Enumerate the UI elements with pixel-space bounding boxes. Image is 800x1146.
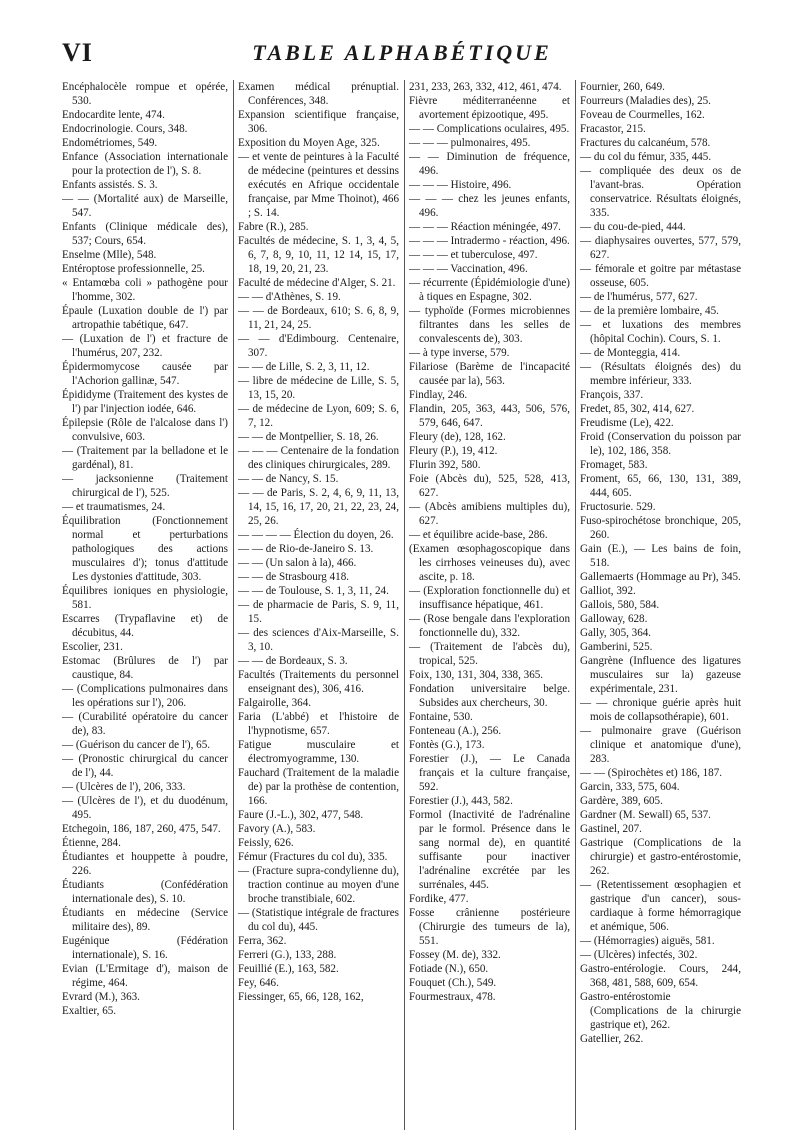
index-entry: Fordike, 477.: [409, 893, 469, 905]
index-entry: Étudiantes et houppette à poudre, 226.: [62, 851, 228, 877]
index-entry: Flandin, 205, 363, 443, 506, 576, 579, 646, 647.: [409, 403, 570, 429]
index-entry: Evrard (M.), 363.: [62, 991, 140, 1003]
index-entry: — — d'Athènes, S. 19.: [238, 291, 341, 303]
index-entry: — de Monteggia, 414.: [580, 347, 681, 359]
index-entry: Fracastor, 215.: [580, 123, 646, 135]
index-entry: — et vente de peintures à la Faculté de médecine (peintures et dessins exécutés en Afrique occidentale française, par Mme Thoinot), 466 ; S. 14.: [238, 151, 399, 219]
index-entry: Foveau de Courmelles, 162.: [580, 109, 705, 121]
index-entry: Gastrique (Complications de la chirurgie) et gastro-entérostomie, 262.: [580, 837, 741, 877]
index-entry: Forestier (J.), — Le Canada français et la culture française, 592.: [409, 753, 570, 793]
index-entry: Fabre (R.), 285.: [238, 221, 309, 233]
index-entry: Ferra, 362.: [238, 935, 287, 947]
index-entry: Endométriomes, 549.: [62, 137, 158, 149]
index-entry: Eugénique (Fédération internationale), S. 16.: [62, 935, 228, 961]
index-entry: — typhoïde (Formes microbiennes filtrantes dans les selles de convalescents de), 303.: [409, 305, 570, 345]
index-entry: — (Retentissement œsophagien et gastrique d'un cancer), sous-cardiaque à forme hémorragique et anémique, 506.: [580, 879, 741, 933]
running-title: TABLE ALPHABÉTIQUE: [252, 40, 552, 65]
index-entry: — libre de médecine de Lille, S. 5, 13, 15, 20.: [238, 375, 399, 401]
index-entry: Fey, 646.: [238, 977, 279, 989]
index-entry: Gangrène (Influence des ligatures musculaires sur la) gazeuse expérimentale, 231.: [580, 655, 741, 695]
index-entry: Froment, 65, 66, 130, 131, 389, 444, 605.: [580, 473, 741, 499]
index-entry: François, 337.: [580, 389, 644, 401]
index-entry: Fotiade (N.), 650.: [409, 963, 489, 975]
index-entry: — — chronique guérie après huit mois de collapsothérapie), 601.: [580, 697, 741, 723]
index-entry: — — de Nancy, S. 15.: [238, 473, 339, 485]
index-entry: Fourreurs (Maladies des), 25.: [580, 95, 711, 107]
index-entry: Fromaget, 583.: [580, 459, 648, 471]
index-entry: Expansion scientifique française, 306.: [238, 109, 399, 135]
index-entry: Flurin 392, 580.: [409, 459, 481, 471]
index-entry: Équilibration (Fonctionnement normal et perturbations pathologiques des actions musculaires d'); tonus d'attitude Les dystonies d'attitude, 303.: [62, 515, 228, 583]
index-entry: — du col du fémur, 335, 445.: [580, 151, 712, 163]
index-entry: Exaltier, 65.: [62, 1005, 117, 1017]
index-entry: — — d'Edimbourg. Centenaire, 307.: [238, 333, 399, 359]
index-entry: — fémorale et goitre par métastase osseuse, 605.: [580, 263, 741, 289]
page-number: VI: [62, 38, 93, 67]
index-entry: — (Statistique intégrale de fractures du col du), 445.: [238, 907, 399, 933]
index-entry: (Examen œsophagoscopique dans les cirrhoses veineuses du), avec ascite, p. 18.: [409, 543, 570, 583]
index-entry: Favory (A.), 583.: [238, 823, 316, 835]
index-entry: Enselme (Mlle), 548.: [62, 249, 157, 261]
index-entry: — diaphysaires ouvertes, 577, 579, 627.: [580, 235, 741, 261]
index-entry: — récurrente (Épidémiologie d'une) à tiques en Espagne, 302.: [409, 277, 570, 303]
index-entry: Gally, 305, 364.: [580, 627, 652, 639]
index-entry: Fractures du calcanéum, 578.: [580, 137, 711, 149]
index-entry: Fournier, 260, 649.: [580, 81, 665, 93]
index-entry: Épididyme (Traitement des kystes de l') par l'injection iodée, 646.: [62, 389, 228, 415]
index-entry: Exposition du Moyen Age, 325.: [238, 137, 380, 149]
index-entry: Examen médical prénuptial. Conférences, 348.: [238, 81, 399, 107]
index-entry: Épaule (Luxation double de l') par artropathie tabétique, 647.: [62, 305, 228, 331]
index-entry: — et luxations des membres (hôpital Cochin). Cours, S. 1.: [580, 319, 741, 345]
index-entry: Fémur (Fractures du col du), 335.: [238, 851, 388, 863]
index-entry: Fossey (M. de), 332.: [409, 949, 501, 961]
index-entry: Faria (L'abbé) et l'histoire de l'hypnotisme, 657.: [238, 711, 399, 737]
index-entry: — — Complications oculaires, 495.: [409, 123, 570, 135]
index-entry: Fuso-spirochétose bronchique, 205, 260.: [580, 515, 741, 541]
index-entry: — (Traitement par la belladone et le gardénal), 81.: [62, 445, 228, 471]
index-entry: Gatellier, 262.: [580, 1033, 644, 1045]
index-entry: Foie (Abcès du), 525, 528, 413, 627.: [409, 473, 570, 499]
index-entry: Galloway, 628.: [580, 613, 648, 625]
index-entry: — — (Spirochètes et) 186, 187.: [580, 767, 723, 779]
index-entry: — — Diminution de fréquence, 496.: [409, 151, 570, 177]
index-entry: Froid (Conservation du poisson par le), 102, 186, 358.: [580, 431, 741, 457]
index-entry: — — — et tuberculose, 497.: [409, 249, 538, 261]
index-entry: Forestier (J.), 443, 582.: [409, 795, 513, 807]
index-entry: Fredet, 85, 302, 414, 627.: [580, 403, 695, 415]
index-entry: — — de Bordeaux, 610; S. 6, 8, 9, 11, 21, 24, 25.: [238, 305, 399, 331]
index-entry: — — — Réaction méningée, 497.: [409, 221, 561, 233]
index-entry: — à type inverse, 579.: [409, 347, 510, 359]
index-entry: Fructosurie. 529.: [580, 501, 656, 513]
index-entry: — de pharmacie de Paris, S. 9, 11, 15.: [238, 599, 399, 625]
index-entry: Équilibres ioniques en physiologie, 581.: [62, 585, 228, 611]
index-entry: — (Complications pulmonaires dans les opérations sur l'), 206.: [62, 683, 228, 709]
index-entry: Endocrinologie. Cours, 348.: [62, 123, 188, 135]
index-columns: [62, 80, 746, 1130]
page-header: [62, 38, 742, 78]
index-entry: — (Ulcères) infectés, 302.: [580, 949, 698, 961]
index-entry: Freudisme (Le), 422.: [580, 417, 674, 429]
index-entry: — (Curabilité opératoire du cancer de), 83.: [62, 711, 228, 737]
index-entry: Encéphalocèle rompue et opérée, 530.: [62, 81, 228, 107]
index-entry: — — de Montpellier, S. 18, 26.: [238, 431, 379, 443]
index-entry: — compliquée des deux os de l'avant-bras. Opération conservatrice. Résultats éloignés, 335.: [580, 165, 741, 219]
index-entry: — — de Bordeaux, S. 3.: [238, 655, 348, 667]
index-entry: — des sciences d'Aix-Marseille, S. 3, 10.: [238, 627, 399, 653]
index-entry: Formol (Inactivité de l'adrénaline par le formol. Présence dans le sang normal de), en quantité suffisante pour inactiver l'adrénaline excrétée par les surrénales, 445.: [409, 809, 570, 891]
index-entry: « Entamœba coli » pathogène pour l'homme, 302.: [62, 277, 228, 303]
index-entry: Fauchard (Traitement de la maladie de) par la prothèse de contention, 166.: [238, 767, 399, 807]
index-entry: — (Luxation de l') et fracture de l'humérus, 207, 232.: [62, 333, 228, 359]
index-entry: Fleury (de), 128, 162.: [409, 431, 506, 443]
index-entry: — (Fracture supra-condylienne du), traction continue au moyen d'une broche transtibiale, 602.: [238, 865, 399, 905]
index-entry: — (Résultats éloignés des) du membre inférieur, 333.: [580, 361, 741, 387]
index-entry: — pulmonaire grave (Guérison clinique et anatomique d'une), 283.: [580, 725, 741, 765]
index-entry: Gallemaerts (Hommage au Pr), 345.: [580, 571, 741, 583]
index-entry: Gallois, 580, 584.: [580, 599, 660, 611]
index-entry: Evian (L'Ermitage d'), maison de régime, 464.: [62, 963, 228, 989]
index-entry: — — de Rio-de-Janeiro S. 13.: [238, 543, 374, 555]
index-entry: — — de Paris, S. 2, 4, 6, 9, 11, 13, 14, 15, 16, 17, 20, 21, 22, 23, 24, 25, 26.: [238, 487, 399, 527]
index-entry: Falgairolle, 364.: [238, 697, 312, 709]
index-entry: Filariose (Barème de l'incapacité causée par la), 563.: [409, 361, 570, 387]
index-entry: — de médecine de Lyon, 609; S. 6, 7, 12.: [238, 403, 399, 429]
index-entry: — et traumatismes, 24.: [62, 501, 166, 513]
index-entry: — du cou-de-pied, 444.: [580, 221, 686, 233]
index-entry: Galliot, 392.: [580, 585, 636, 597]
index-entry: — (Ulcères de l'), 206, 333.: [62, 781, 186, 793]
index-entry: Étudiants (Confédération internationale des), S. 10.: [62, 879, 228, 905]
index-entry: Gamberini, 525.: [580, 641, 653, 653]
index-entry: — — — — Élection du doyen, 26.: [238, 529, 394, 541]
index-column-3: [404, 80, 575, 1130]
index-entry: — (Rose bengale dans l'exploration fonctionnelle du), 332.: [409, 613, 570, 639]
index-column-1: [62, 80, 233, 1130]
index-entry: Enfance (Association internationale pour la protection de l'), S. 8.: [62, 151, 228, 177]
index-entry: Fouquet (Ch.), 549.: [409, 977, 497, 989]
index-column-4: [575, 80, 746, 1130]
index-entry: Épidermomycose causée par l'Achorion gallinæ, 547.: [62, 361, 228, 387]
index-entry: Gardner (M. Sewall) 65, 537.: [580, 809, 711, 821]
index-entry: 231, 233, 263, 332, 412, 461, 474.: [409, 81, 562, 93]
index-entry: Enfants (Clinique médicale des), 537; Cours, 654.: [62, 221, 228, 247]
index-entry: Escarres (Trypaflavine et) de décubitus, 44.: [62, 613, 228, 639]
index-entry: Estomac (Brûlures de l') par caustique, 84.: [62, 655, 228, 681]
index-entry: Gain (E.), — Les bains de foin, 518.: [580, 543, 741, 569]
index-entry: Garcin, 333, 575, 604.: [580, 781, 680, 793]
index-entry: Ferreri (G.), 133, 288.: [238, 949, 337, 961]
index-entry: Étudiants en médecine (Service militaire des), 89.: [62, 907, 228, 933]
index-entry: Fonteneau (A.), 256.: [409, 725, 502, 737]
index-entry: Gastro-entérostomie (Complications de la chirurgie gastrique et), 262.: [580, 991, 741, 1031]
index-entry: — (Guérison du cancer de l'), 65.: [62, 739, 211, 751]
index-entry: Endocardite lente, 474.: [62, 109, 165, 121]
index-entry: — et équilibre acide-base, 286.: [409, 529, 548, 541]
index-entry: Enfants assistés. S. 3.: [62, 179, 158, 191]
index-entry: — — de Strasbourg 418.: [238, 571, 350, 583]
index-entry: — — — Intradermo - réaction, 496.: [409, 235, 570, 247]
index-entry: Gardère, 389, 605.: [580, 795, 663, 807]
index-entry: — (Traitement de l'abcès du), tropical, 525.: [409, 641, 570, 667]
index-entry: — — — pulmonaires, 495.: [409, 137, 531, 149]
index-entry: — (Exploration fonctionnelle du) et insuffisance hépatique, 461.: [409, 585, 570, 611]
index-entry: — — de Lille, S. 2, 3, 11, 12.: [238, 361, 370, 373]
index-entry: Facultés (Traitements du personnel enseignant des), 306, 416.: [238, 669, 399, 695]
index-entry: — jacksonienne (Traitement chirurgical de l'), 525.: [62, 473, 228, 499]
index-entry: — (Ulcères de l'), et du duodénum, 495.: [62, 795, 228, 821]
index-entry: Épilepsie (Rôle de l'alcalose dans l') convulsive, 603.: [62, 417, 228, 443]
index-entry: Fontaine, 530.: [409, 711, 473, 723]
index-entry: — — — Histoire, 496.: [409, 179, 512, 191]
index-entry: — de la première lombaire, 45.: [580, 305, 719, 317]
index-entry: Gastinel, 207.: [580, 823, 642, 835]
index-entry: — — — Vaccination, 496.: [409, 263, 528, 275]
index-entry: Facultés de médecine, S. 1, 3, 4, 5, 6, 7, 8, 9, 10, 11, 12 14, 15, 17, 18, 19, 20, 21, 23.: [238, 235, 399, 275]
index-entry: Fatigue musculaire et électromyogramme, 130.: [238, 739, 399, 765]
index-entry: — de l'humérus, 577, 627.: [580, 291, 698, 303]
index-entry: Fiessinger, 65, 66, 128, 162,: [238, 991, 364, 1003]
index-entry: Fontès (G.), 173.: [409, 739, 485, 751]
index-entry: — — (Mortalité aux) de Marseille, 547.: [62, 193, 228, 219]
index-entry: — (Hémorragies) aiguës, 581.: [580, 935, 715, 947]
index-entry: Fosse crânienne postérieure (Chirurgie des tumeurs de la), 551.: [409, 907, 570, 947]
index-entry: Fleury (P.), 19, 412.: [409, 445, 498, 457]
index-entry: Feuillié (E.), 163, 582.: [238, 963, 339, 975]
index-entry: — — (Un salon à la), 466.: [238, 557, 357, 569]
index-entry: Findlay, 246.: [409, 389, 468, 401]
index-entry: Feissly, 626.: [238, 837, 294, 849]
index-entry: — (Pronostic chirurgical du cancer de l'), 44.: [62, 753, 228, 779]
index-entry: Foix, 130, 131, 304, 338, 365.: [409, 669, 544, 681]
index-entry: Faculté de médecine d'Alger, S. 21.: [238, 277, 396, 289]
index-entry: Escolier, 231.: [62, 641, 123, 653]
index-entry: Fièvre méditerranéenne et avortement épizootique, 495.: [409, 95, 570, 121]
index-entry: Etchegoin, 186, 187, 260, 475, 547.: [62, 823, 221, 835]
index-entry: — — — chez les jeunes enfants, 496.: [409, 193, 570, 219]
index-entry: Gastro-entérologie. Cours, 244, 368, 481, 588, 609, 654.: [580, 963, 741, 989]
index-entry: Fondation universitaire belge. Subsides aux chercheurs, 30.: [409, 683, 570, 709]
index-entry: Faure (J.-L.), 302, 477, 548.: [238, 809, 364, 821]
index-entry: — — de Toulouse, S. 1, 3, 11, 24.: [238, 585, 389, 597]
index-entry: — (Abcès amibiens multiples du), 627.: [409, 501, 570, 527]
index-entry: Entéroptose professionnelle, 25.: [62, 263, 205, 275]
index-entry: — — — Centenaire de la fondation des cliniques chirurgicales, 289.: [238, 445, 399, 471]
index-entry: Étienne, 284.: [62, 837, 121, 849]
index-column-2: [233, 80, 404, 1130]
index-entry: Fourmestraux, 478.: [409, 991, 496, 1003]
